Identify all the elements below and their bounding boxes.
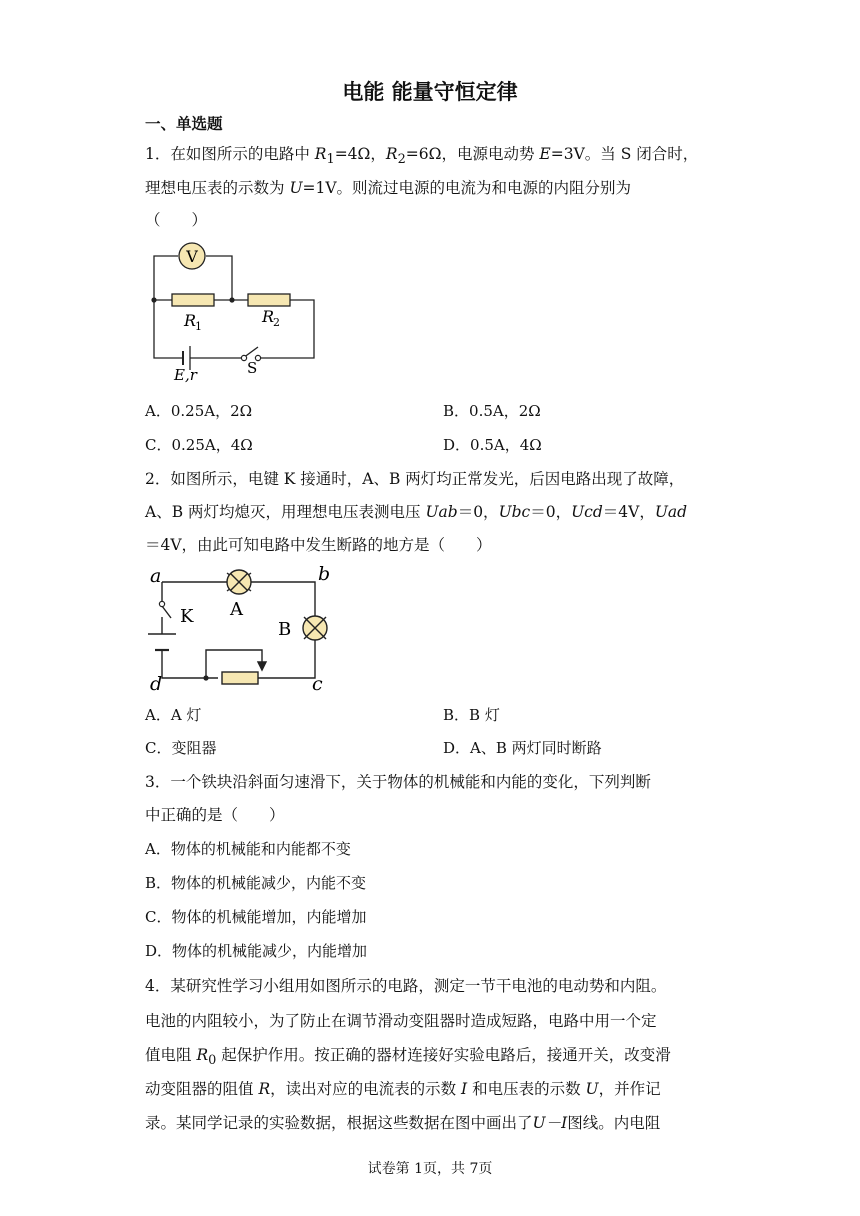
node-a-label: a <box>150 565 162 587</box>
q2-text: A、B 两灯均熄灭，用理想电压表测电压 <box>145 503 426 521</box>
q2-text: ＝0， <box>530 503 572 521</box>
q1-r-sub: 2 <box>397 152 406 168</box>
q4-line-2: 电池的内阻较小，为了防止在调节滑动变阻器时造成短路，电路中用一个定 <box>145 1012 657 1030</box>
node-b-label: b <box>318 563 331 585</box>
r2-sub: 2 <box>273 316 280 329</box>
q1-text: 理想电压表的示数为 <box>145 179 290 197</box>
page-title: 电能 能量守恒定律 <box>342 80 518 104</box>
source-label: E,r <box>174 366 197 384</box>
q4-text: ，读出对应的电流表的示数 <box>270 1080 462 1098</box>
q2-circuit-diagram <box>140 562 340 697</box>
page-footer: 试卷第 1页，共 7页 <box>367 1161 493 1177</box>
q1-r-symbol: R <box>385 145 398 163</box>
q4-text: 值电阻 <box>145 1046 197 1064</box>
q3-line-1: 3．一个铁块沿斜面匀速滑下，关于物体的机械能和内能的变化，下列判断 <box>145 773 651 791</box>
q3-line-2: 中正确的是（ ） <box>145 806 285 824</box>
q2-line-1: 2．如图所示，电键 K 接通时，A、B 两灯均正常发光，后因电路出现了故障， <box>145 470 685 488</box>
q4-line-4 <box>145 1077 661 1099</box>
q4-r0-symbol: R <box>196 1046 209 1064</box>
q1-option-d[interactable]: D．0.5A，4Ω <box>443 436 542 454</box>
q2-text: ＝4V， <box>602 503 655 521</box>
r1-label: R <box>184 311 197 330</box>
q4-line-1: 4．某研究性学习小组用如图所示的电路，测定一节干电池的电动势和内阻。 <box>145 977 667 995</box>
q4-i-symbol: I <box>461 1080 468 1098</box>
q3-option-b[interactable]: B．物体的机械能减少，内能不变 <box>145 874 367 892</box>
q1-text: =3V。当 S 闭合时， <box>550 145 699 163</box>
q3-option-d[interactable]: D．物体的机械能减少，内能增加 <box>145 942 368 960</box>
q2-option-c[interactable]: C．变阻器 <box>145 739 217 757</box>
q1-text: =4Ω， <box>334 145 386 163</box>
q3-option-c[interactable]: C．物体的机械能增加，内能增加 <box>145 908 367 926</box>
switch-label: S <box>247 359 258 377</box>
q2-ucd: Ucd <box>571 503 603 521</box>
q3-option-a[interactable]: A．物体的机械能和内能都不变 <box>145 840 351 858</box>
resistor-r1-icon <box>172 294 214 306</box>
q1-option-a[interactable]: A．0.25A，2Ω <box>145 402 253 420</box>
r2-label: R <box>262 307 275 326</box>
q2-option-b[interactable]: B．B 灯 <box>443 706 500 724</box>
q1-line-2 <box>145 176 631 198</box>
q4-line-5 <box>145 1111 660 1133</box>
q4-r0-sub: 0 <box>208 1053 217 1069</box>
key-label: K <box>180 606 194 627</box>
q4-text: 图线。内电阻 <box>567 1114 661 1132</box>
q1-r-sub: 1 <box>326 152 335 168</box>
lamp-a-label: A <box>230 599 243 620</box>
q4-text: 和电压表的示数 <box>467 1080 586 1098</box>
q2-ubc: Ubc <box>498 503 531 521</box>
q2-line-3: ＝4V，由此可知电路中发生断路的地方是（ ） <box>145 536 492 554</box>
q2-line-2 <box>145 500 687 522</box>
q1-line-1 <box>145 142 698 167</box>
node-d-label: d <box>150 673 163 695</box>
q1-option-c[interactable]: C．0.25A，4Ω <box>145 436 253 454</box>
voltmeter-label: V <box>186 247 198 266</box>
q1-line-3: （ ） <box>145 211 208 229</box>
q1-text: =6Ω，电源电动势 <box>405 145 540 163</box>
node-c-label: c <box>312 673 323 695</box>
section-heading: 一、单选题 <box>145 115 223 133</box>
q2-uab: Uab <box>425 503 458 521</box>
q4-line-3 <box>145 1043 671 1068</box>
q1-e-symbol: E <box>539 145 551 163</box>
q1-text: 1．在如图所示的电路中 <box>145 145 315 163</box>
q4-text: 起保护作用。按正确的器材连接好实验电路后，接通开关，改变滑 <box>216 1046 671 1064</box>
q4-text: ，并作记 <box>598 1080 661 1098</box>
q4-ui-symbol: U－I <box>532 1114 568 1132</box>
q4-text: 录。某同学记录的实验数据，根据这些数据在图中画出了 <box>145 1114 533 1132</box>
q2-option-a[interactable]: A．A 灯 <box>145 706 202 724</box>
q1-u-symbol: U <box>289 179 303 197</box>
q1-r-symbol: R <box>314 145 327 163</box>
q2-text: ＝0， <box>457 503 499 521</box>
q1-option-b[interactable]: B．0.5A，2Ω <box>443 402 541 420</box>
q4-r-symbol: R <box>258 1080 271 1098</box>
q4-text: 动变阻器的阻值 <box>145 1080 259 1098</box>
key-icon <box>159 601 164 606</box>
rheostat-icon <box>222 672 258 684</box>
q2-uad: Uad <box>654 503 688 521</box>
switch-icon <box>241 355 246 360</box>
resistor-r2-icon <box>248 294 290 306</box>
q1-text: =1V。则流过电源的电流为和电源的内阻分别为 <box>302 179 632 197</box>
q2-option-d[interactable]: D．A、B 两灯同时断路 <box>443 739 602 757</box>
lamp-b-label: B <box>278 619 292 640</box>
r1-sub: 1 <box>195 320 202 333</box>
q1-circuit-diagram <box>140 234 340 384</box>
q4-u-symbol: U <box>585 1080 599 1098</box>
